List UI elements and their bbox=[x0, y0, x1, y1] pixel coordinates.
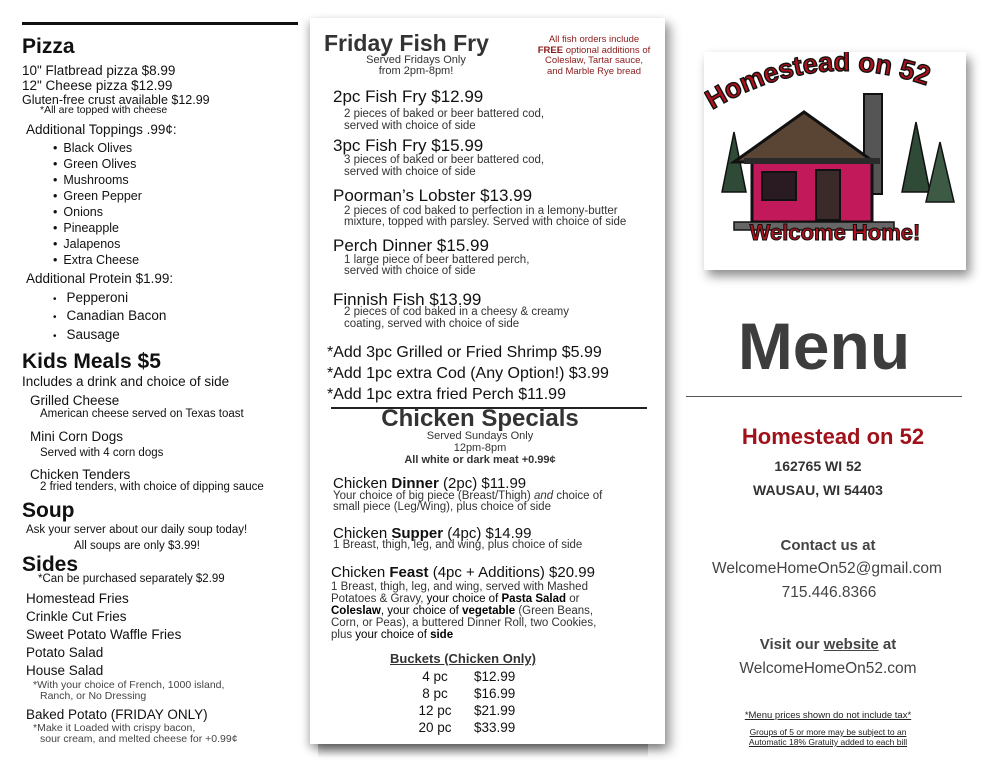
fish-addon: *Add 1pc extra fried Perch $11.99 bbox=[327, 386, 566, 403]
fish-item-desc: 3 pieces of baked or beer battered cod, bbox=[344, 154, 545, 166]
fish-served-hours: from 2pm-8pm! bbox=[378, 65, 454, 77]
chicken-feast-desc: 1 Breast, thigh, leg, and wing, served with Mashed bbox=[331, 581, 588, 593]
kids-item-name: Chicken Tenders bbox=[30, 467, 131, 482]
fish-item-desc: mixture, topped with parsley. Served with choice of side bbox=[344, 216, 627, 228]
fish-item-desc: served with choice of side bbox=[344, 166, 476, 178]
roof bbox=[734, 112, 874, 162]
fish-addon: *Add 3pc Grilled or Fried Shrimp $5.99 bbox=[327, 344, 602, 361]
chicken-supper-title: Chicken Supper (4pc) $14.99 bbox=[333, 525, 532, 542]
pizza-item-flatbread: 10" Flatbread pizza $8.99 bbox=[22, 63, 176, 78]
tax-note: *Menu prices shown do not include tax* bbox=[744, 710, 912, 721]
kids-item-desc: Served with 4 corn dogs bbox=[40, 447, 164, 459]
side-item: Crinkle Cut Fries bbox=[26, 609, 127, 624]
chicken-meat-note: All white or dark meat +0.99¢ bbox=[404, 454, 556, 466]
pizza-item-cheese: 12" Cheese pizza $12.99 bbox=[22, 78, 173, 93]
pizza-topped-note: *All are topped with cheese bbox=[40, 104, 168, 116]
fish-item-name: 3pc Fish Fry $15.99 bbox=[333, 136, 484, 155]
fish-addon: *Add 1pc extra Cod (Any Option!) $3.99 bbox=[327, 365, 609, 382]
contact-heading: Contact us at bbox=[780, 537, 876, 554]
fish-item-name: 2pc Fish Fry $12.99 bbox=[333, 87, 484, 106]
kids-item-desc: American cheese served on Texas toast bbox=[40, 408, 244, 420]
baked-potato-note: *Make it Loaded with crispy bacon, bbox=[33, 722, 196, 734]
bucket-row: 20 pc $33.99 bbox=[418, 720, 516, 735]
bucket-row: 4 pc $12.99 bbox=[422, 669, 516, 684]
restaurant-name: Homestead on 52 bbox=[741, 424, 925, 449]
protein-item: • Canadian Bacon bbox=[53, 308, 166, 325]
left-menu-panel bbox=[0, 0, 300, 763]
chicken-dinner-desc: Your choice of big piece (Breast/Thigh) and choice of bbox=[333, 490, 603, 502]
topping-item: • Onions bbox=[53, 205, 103, 219]
topping-item: • Extra Cheese bbox=[53, 253, 139, 267]
address-line2: WAUSAU, WI 54403 bbox=[753, 482, 883, 498]
fish-item-name: Finnish Fish $13.99 bbox=[333, 290, 482, 309]
fish-served bbox=[366, 55, 466, 77]
house-window bbox=[762, 172, 796, 200]
fish-free-note bbox=[524, 35, 664, 77]
side-baked-potato: Baked Potato (FRIDAY ONLY) bbox=[26, 707, 208, 722]
topping-item: • Pineapple bbox=[53, 221, 119, 235]
fish-note-line: and Marble Rye bread bbox=[547, 65, 641, 77]
sides-note: *Can be purchased separately $2.99 bbox=[38, 573, 225, 585]
fish-item-desc: served with choice of side bbox=[344, 120, 476, 132]
phone-number[interactable]: 715.446.8366 bbox=[781, 584, 877, 601]
chicken-dinner-desc: small piece (Leg/Wing), plus choice of side bbox=[333, 501, 551, 513]
topping-item: • Black Olives bbox=[53, 141, 132, 155]
buckets-list bbox=[410, 668, 515, 736]
chicken-feast-desc: plus your choice of side bbox=[331, 629, 454, 641]
soup-line2: All soups are only $3.99! bbox=[74, 540, 200, 552]
gratuity-note: Groups of 5 or more may be subject to an Automatic 18% Gratuity added to each bill bbox=[748, 727, 908, 747]
fish-fry-heading: Friday Fish Fry bbox=[324, 30, 489, 56]
visit-heading: Visit our website at bbox=[759, 636, 897, 653]
topping-item: • Green Pepper bbox=[53, 189, 142, 203]
topping-item: • Green Olives bbox=[53, 157, 136, 171]
toppings-heading: Additional Toppings .99¢: bbox=[26, 122, 177, 137]
chicken-feast-desc: Corn, or Peas), a buttered Dinner Roll, two Cookies, bbox=[331, 617, 597, 629]
baked-potato-note: sour cream, and melted cheese for +0.99¢ bbox=[40, 733, 238, 745]
kids-item-name: Mini Corn Dogs bbox=[30, 429, 124, 444]
logo-welcome-text: Welcome Home! bbox=[749, 220, 921, 245]
chicken-heading: Chicken Specials bbox=[381, 405, 579, 432]
bucket-row: 12 pc $21.99 bbox=[418, 703, 516, 718]
fish-note-line: Coleslaw, Tartar sauce, bbox=[544, 55, 644, 66]
fish-item-desc: 2 pieces of cod baked to perfection in a lemony-butter bbox=[344, 205, 618, 217]
chicken-feast-desc: Coleslaw, your choice of vegetable (Green Beans, bbox=[331, 605, 594, 617]
pizza-heading: Pizza bbox=[22, 35, 75, 58]
fish-served-days: Served Fridays Only bbox=[366, 54, 466, 66]
fish-item-desc: served with choice of side bbox=[344, 265, 476, 277]
kids-subtitle: Includes a drink and choice of side bbox=[22, 374, 230, 389]
chicken-dinner-title: Chicken Dinner (2pc) $11.99 bbox=[333, 475, 527, 492]
email-link[interactable]: WelcomeHomeOn52@gmail.com bbox=[712, 560, 942, 577]
address-line1: 162765 WI 52 bbox=[774, 458, 862, 474]
soup-line1: Ask your server about our daily soup today! bbox=[26, 524, 248, 536]
side-item: Sweet Potato Waffle Fries bbox=[26, 627, 182, 642]
logo-frame bbox=[704, 52, 966, 270]
side-item: House Salad bbox=[26, 663, 104, 678]
topping-item: • Mushrooms bbox=[53, 173, 129, 187]
center-menu-panel bbox=[310, 18, 665, 744]
bucket-row: 8 pc $16.99 bbox=[422, 686, 516, 701]
kids-heading: Kids Meals $5 bbox=[22, 350, 161, 373]
sides-heading: Sides bbox=[22, 553, 79, 576]
house-logo-image bbox=[704, 52, 966, 270]
side-item: Potato Salad bbox=[26, 645, 104, 660]
menu-divider bbox=[686, 396, 962, 397]
protein-heading: Additional Protein $1.99: bbox=[26, 271, 174, 286]
fish-note-line: FREE optional additions of bbox=[537, 44, 651, 56]
topping-item: • Jalapenos bbox=[53, 237, 120, 251]
fish-item-desc: 2 pieces of cod baked in a cheesy & creamy bbox=[344, 306, 570, 318]
fish-note-line: All fish orders include bbox=[548, 34, 640, 45]
fish-item-desc: 1 large piece of beer battered perch, bbox=[344, 254, 530, 266]
house-salad-note: Ranch, or No Dressing bbox=[40, 690, 147, 702]
chicken-served bbox=[310, 430, 650, 466]
chicken-supper-desc: 1 Breast, thigh, leg, and wing, plus choice of side bbox=[333, 539, 583, 551]
menu-title: Menu bbox=[737, 309, 911, 383]
protein-item: • Sausage bbox=[53, 327, 120, 344]
website-link[interactable]: website bbox=[823, 636, 879, 653]
protein-item: • Pepperoni bbox=[53, 290, 128, 307]
fish-item-desc: coating, served with choice of side bbox=[344, 318, 520, 330]
logo-title-text: omestead on 52 bbox=[718, 52, 934, 106]
house-door bbox=[816, 170, 840, 220]
porch-roof bbox=[744, 158, 880, 164]
house-salad-note: *With your choice of French, 1000 island, bbox=[33, 679, 225, 691]
kids-item-desc: 2 fried tenders, with choice of dipping sauce bbox=[40, 481, 264, 493]
chicken-feast-desc: Potatoes & Gravy, your choice of Pasta Salad or bbox=[331, 593, 580, 605]
chicken-served-hours: 12pm-8pm bbox=[453, 442, 507, 454]
panel-shadow bbox=[318, 744, 648, 758]
top-divider bbox=[22, 22, 298, 25]
soup-heading: Soup bbox=[22, 499, 75, 522]
chicken-feast-title: Chicken Feast (4pc + Additions) $20.99 bbox=[331, 564, 595, 581]
fish-item-name: Perch Dinner $15.99 bbox=[333, 236, 489, 255]
kids-item-name: Grilled Cheese bbox=[30, 393, 120, 408]
website-url[interactable]: WelcomeHomeOn52.com bbox=[739, 660, 917, 677]
chicken-served-days: Served Sundays Only bbox=[426, 430, 534, 442]
side-item: Homestead Fries bbox=[26, 591, 129, 606]
fish-item-name: Poorman’s Lobster $13.99 bbox=[333, 186, 533, 205]
pizza-gluten-free: Gluten-free crust available $12.99 bbox=[22, 93, 210, 107]
buckets-heading: Buckets (Chicken Only) bbox=[390, 651, 536, 666]
fish-item-desc: 2 pieces of baked or beer battered cod, bbox=[344, 108, 545, 120]
